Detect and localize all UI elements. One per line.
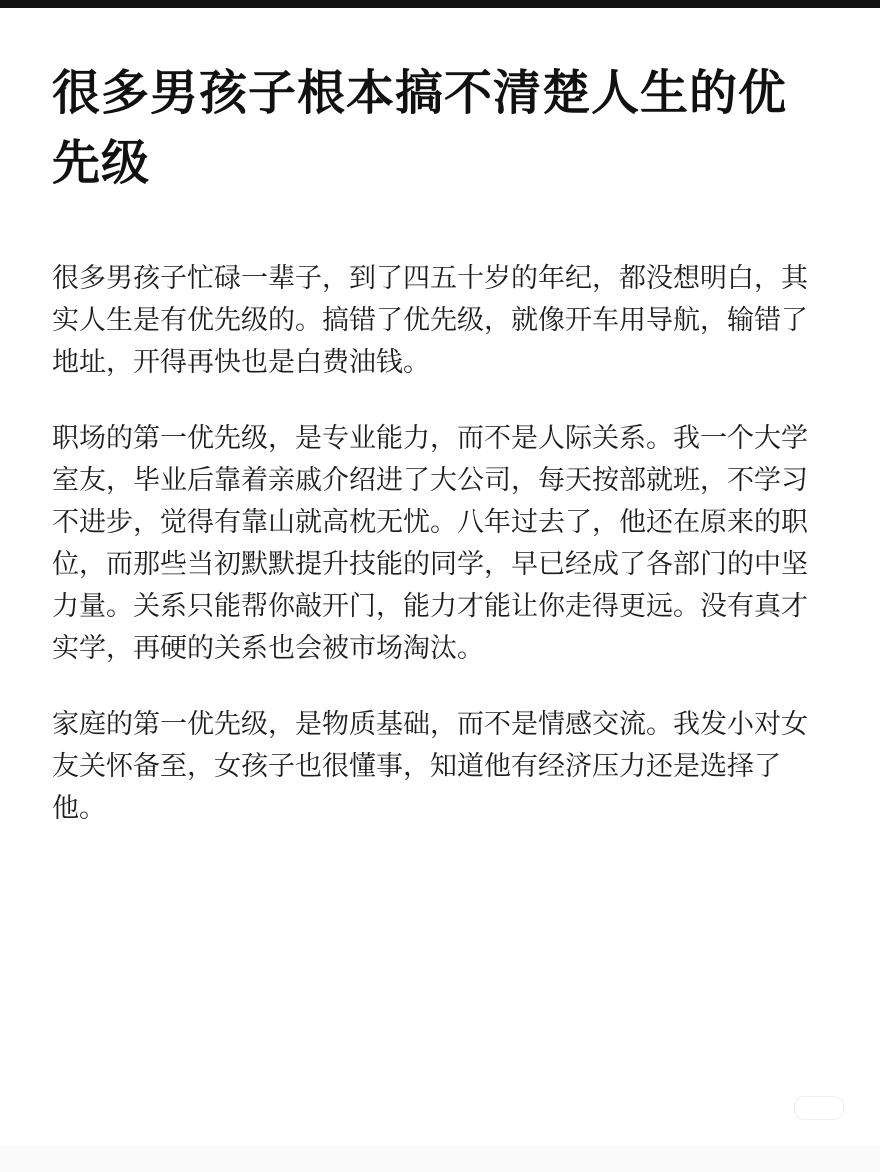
top-bar	[0, 0, 880, 8]
paragraph-career: 职场的第一优先级，是专业能力，而不是人际关系。我一个大学室友，毕业后靠着亲戚介绍进了大公司，每天按部就班，不学习不进步，觉得有靠山就高枕无忧。八年过去了，他还在原来的职位，而那些当初默默提升技能的同学，早已经成了各部门的中坚力量。关系只能帮你敲开门，能力才能让你走得更远。没有真才实学，再硬的关系也会被市场淘汰。	[52, 423, 808, 664]
article-title: 很多男孩子根本搞不清楚人生的优先级	[52, 65, 788, 191]
article	[52, 58, 828, 830]
bottom-strip	[0, 1146, 880, 1172]
paragraph-intro: 很多男孩子忙碌一辈子，到了四五十岁的年纪，都没想明白，其实人生是有优先级的。搞错了优先级，就像开车用导航，输错了地址，开得再快也是白费油钱。	[52, 263, 808, 378]
paragraph-family: 家庭的第一优先级，是物质基础，而不是情感交流。我发小对女友关怀备至，女孩子也很懂事，知道他有经济压力还是选择了他。	[52, 709, 808, 824]
watermark-icon	[794, 1096, 844, 1120]
